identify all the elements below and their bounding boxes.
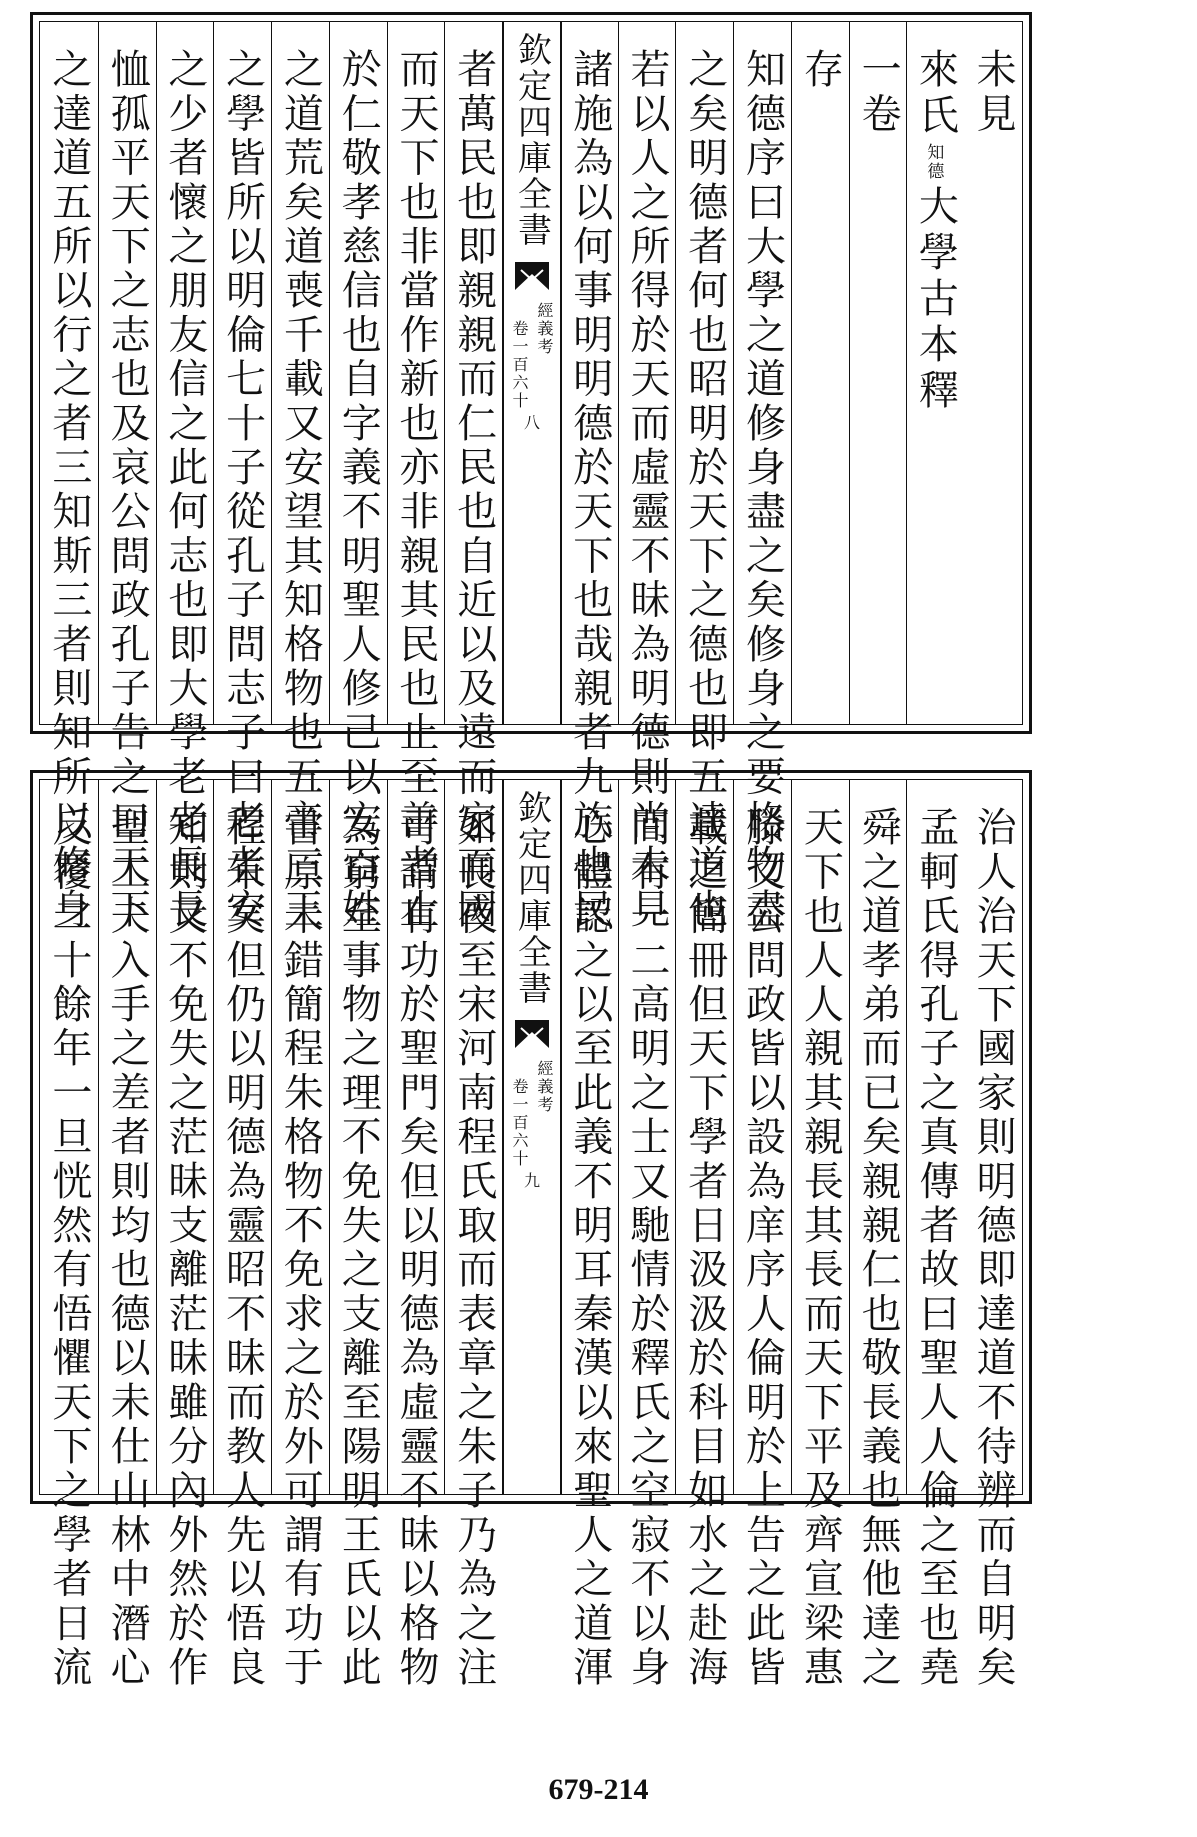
column-text: 知則又不免失之茫昧支離茫昧雖分內外然於作 xyxy=(161,806,208,1690)
text-column xyxy=(40,780,98,1690)
text-column xyxy=(329,780,387,1690)
fishtail-mark-icon xyxy=(513,1018,551,1052)
volume-label: 卷一百六十 xyxy=(509,320,529,410)
text-column xyxy=(791,780,849,1690)
book-name: 經義考 xyxy=(534,1060,554,1114)
text-column xyxy=(560,780,618,1690)
column-text: 孟軻氏得孔子之真傳者故曰聖人人倫之至也堯 xyxy=(912,806,959,1690)
text-column xyxy=(733,22,791,932)
text-column xyxy=(618,780,676,1690)
fishtail-mark-icon xyxy=(513,260,551,294)
column-text: 天下也人人親其親長其長而天下平及齊宣梁惠 xyxy=(797,806,844,1690)
text-column xyxy=(849,22,907,724)
leaf-number: 九 xyxy=(523,1171,540,1190)
author-note-char: 德 xyxy=(927,161,945,182)
column-text: 程朱矣但仍以明德為靈昭不昧而教人先以悟良 xyxy=(219,806,266,1690)
author-name: 來氏 xyxy=(912,48,959,140)
text-column xyxy=(675,22,733,932)
column-text: 舜之道孝弟而已矣親親仁也敬長義也無他達之 xyxy=(855,806,902,1690)
author-note xyxy=(927,144,944,181)
text-column xyxy=(444,22,502,932)
text-column xyxy=(618,22,676,932)
column-text: 諸施為以何事明明德於天下也哉親者九族也民 xyxy=(566,48,613,932)
column-text: 之矣明德者何也昭明於天下之德也即五達道也 xyxy=(681,48,728,932)
top-page-frame xyxy=(39,21,1023,932)
page-number-footer: 679-214 xyxy=(548,1773,649,1806)
leaf-number: 八 xyxy=(523,413,540,432)
text-column xyxy=(387,780,445,1690)
column-text: 恤孤平天下之志也及哀公問政孔子告之曰天下 xyxy=(104,48,151,932)
center-banner xyxy=(502,780,560,1494)
column-text: 書原未錯簡程朱格物不免求之於外可謂有功于 xyxy=(277,806,324,1690)
text-column xyxy=(444,780,502,1690)
top-page xyxy=(30,12,1032,932)
text-column xyxy=(560,22,618,932)
author-note-char: 知 xyxy=(927,143,945,163)
text-column xyxy=(849,780,907,1690)
bottom-page-frame xyxy=(39,779,1023,1690)
text-column xyxy=(329,22,387,932)
text-column xyxy=(906,780,964,1690)
bottom-page xyxy=(30,770,1032,1690)
book-name: 經義考 xyxy=(534,302,554,356)
column-text: 存 xyxy=(797,48,844,93)
column-text: 之學皆所以明倫七十子從孔子問志子曰老者安 xyxy=(219,48,266,932)
column-text: 之達道五所以行之者三知斯三者則知所以修身 xyxy=(45,48,92,932)
text-column xyxy=(271,22,329,932)
column-text: 治人治天下國家則明德即達道不待辨而自明矣 xyxy=(970,806,1017,1690)
text-column xyxy=(733,780,791,1690)
text-column xyxy=(98,22,156,932)
text-column xyxy=(387,22,445,932)
column-text: 載之簡冊但天下學者日汲汲於科目如水之赴海 xyxy=(681,806,728,1690)
collection-title: 欽定四庫全書 xyxy=(511,790,552,1006)
column-text: 者萬民也即親親而仁民也自近以及遠而家而國 xyxy=(450,48,497,932)
column-text: 之少者懷之朋友信之此何志也即大學老老長長 xyxy=(161,48,208,932)
column-text: 聖工夫入手之差者則均也德以未仕山林中潛心 xyxy=(104,806,151,1690)
author-title-column xyxy=(906,22,964,724)
volume-label: 卷一百六十 xyxy=(509,1078,529,1168)
column-text: 而天下也非當作新也亦非親其民也止至善者止 xyxy=(392,48,439,932)
column-text: 可謂有功於聖門矣但以明德為虛靈不昧以格物 xyxy=(392,806,439,1690)
column-text: 滕文公問政皆以設為庠序人倫明於上告之此皆 xyxy=(739,806,786,1690)
text-column xyxy=(964,780,1022,1690)
text-column xyxy=(98,780,156,1690)
column-text: 間有一二高明之士又馳情於釋氏之空寂不以身 xyxy=(624,806,671,1690)
column-text: 反覆二十餘年一旦恍然有悟懼天下之學者日流 xyxy=(45,806,92,1690)
collection-title: 欽定四庫全書 xyxy=(511,32,552,248)
column-text: 知德序曰大學之道修身盡之矣修身之要格物盡 xyxy=(739,48,786,932)
column-text: 於仁敬孝慈信也自字義不明聖人修己以安百姓 xyxy=(335,48,382,932)
column-text: 未見 xyxy=(970,48,1017,137)
text-column xyxy=(156,22,214,932)
text-column xyxy=(675,780,733,1690)
center-banner xyxy=(502,22,560,724)
work-title: 大學古本釋 xyxy=(912,185,959,416)
column-text: 如長夜至宋河南程氏取而表章之朱子乃為之注 xyxy=(450,806,497,1690)
text-column xyxy=(791,22,849,724)
column-text: 之道荒矣道喪千載又安望其知格物也五帝三王 xyxy=(277,48,324,932)
text-column xyxy=(271,780,329,1690)
text-column xyxy=(40,22,98,932)
column-text: 心體認之以至此義不明耳秦漢以來聖人之道渾 xyxy=(566,806,613,1690)
text-column xyxy=(213,22,271,932)
column-text: 一卷 xyxy=(855,48,902,137)
text-column xyxy=(156,780,214,1690)
text-column xyxy=(213,780,271,1690)
column-text: 為窮至事物之理不免失之支離至陽明王氏以此 xyxy=(335,806,382,1690)
column-text: 若以人之所得於天而虛靈不昧為明德則尚未見 xyxy=(624,48,671,932)
text-column xyxy=(964,22,1022,724)
